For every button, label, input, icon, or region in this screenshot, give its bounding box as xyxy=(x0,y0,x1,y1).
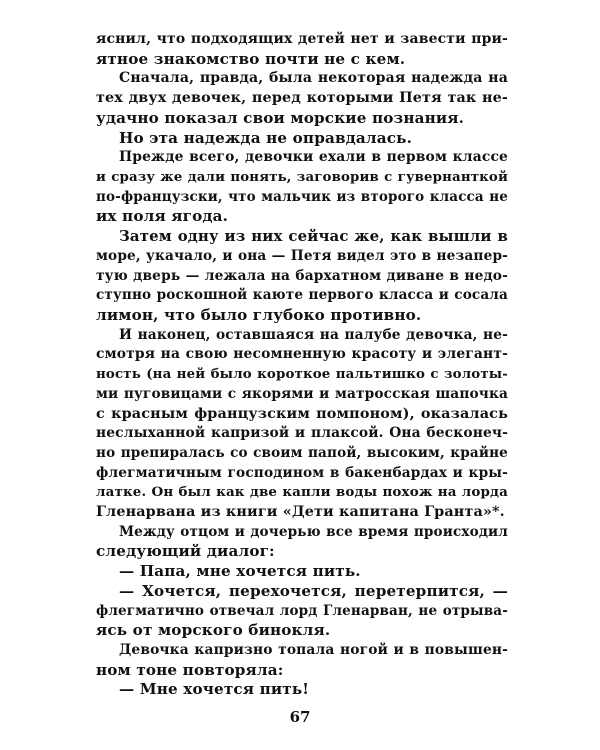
page-number: 67 xyxy=(289,708,311,726)
text-line: Гленарвана из книги «Дети капитана Гранта»*. xyxy=(96,503,505,520)
text-line: флегматично отвечал лорд Гленарван, не отрыва- xyxy=(96,602,508,619)
text-line: — Папа, мне хочется пить. xyxy=(119,562,361,581)
text-line: яснил, что подходящих детей нет и завести при- xyxy=(96,31,508,47)
text-line: море, укачало, и она — Петя видел это в незапер- xyxy=(96,247,508,264)
text-line: — Мне хочется пить! xyxy=(119,680,310,699)
text-line: флегматичным господином в бакенбардах и кры- xyxy=(96,464,508,481)
text-line: тех двух девочек, перед которыми Петя так не- xyxy=(96,90,508,107)
text-line: ясь от морского бинокля. xyxy=(96,621,331,640)
text-line: удачно показал свои морские познания. xyxy=(96,108,465,127)
text-line: ность (на ней было короткое пальтишко с золоты- xyxy=(96,366,508,382)
text-line: Затем одну из них сейчас же, как вышли в xyxy=(119,227,508,246)
text-line: следующий диалог: xyxy=(96,542,275,561)
text-line: И наконец, оставшаяся на палубе девочка, не- xyxy=(119,326,508,343)
text-line: ном тоне повторяла: xyxy=(96,660,284,679)
text-line: Сначала, правда, была некоторая надежда на xyxy=(119,70,508,87)
text-line: латке. Он был как две капли воды похож на лорда xyxy=(96,484,508,501)
text-line: Прежде всего, девочки ехали в первом классе xyxy=(119,149,508,166)
text-line: смотря на свою несомненную красоту и элегант- xyxy=(96,346,508,363)
text-line: ми пуговицами с якорями и матросская шапочка xyxy=(96,385,508,402)
text-line: ятное знакомство почти не с кем. xyxy=(96,49,406,68)
text-line: но препиралась со своим папой, высоким, крайне xyxy=(96,444,508,461)
text-line: неслыханной капризой и плаксой. Она бесконеч- xyxy=(96,425,508,442)
text-line: их поля ягода. xyxy=(96,207,229,226)
text-line: лимон, что было глубоко противно. xyxy=(96,305,422,324)
text-line: — Хочется, перехочется, перетерпится, — xyxy=(119,581,508,600)
text-line: по-французски, что мальчик из второго класса не xyxy=(96,188,508,205)
text-line: ступно роскошной каюте первого класса и сосала xyxy=(96,287,508,304)
text-line: с красным французским помпоном), оказалась xyxy=(96,405,508,423)
text-line: Девочка капризно топала ногой и в повышен- xyxy=(119,641,508,658)
text-line: Но эта надежда не оправдалась. xyxy=(119,128,413,147)
text-line: тую дверь — лежала на бархатном диване в недо- xyxy=(96,267,508,284)
text-line: Между отцом и дочерью все время происходил xyxy=(119,523,508,540)
text-line: и сразу же дали понять, заговорив с гувернанткой xyxy=(96,168,508,185)
